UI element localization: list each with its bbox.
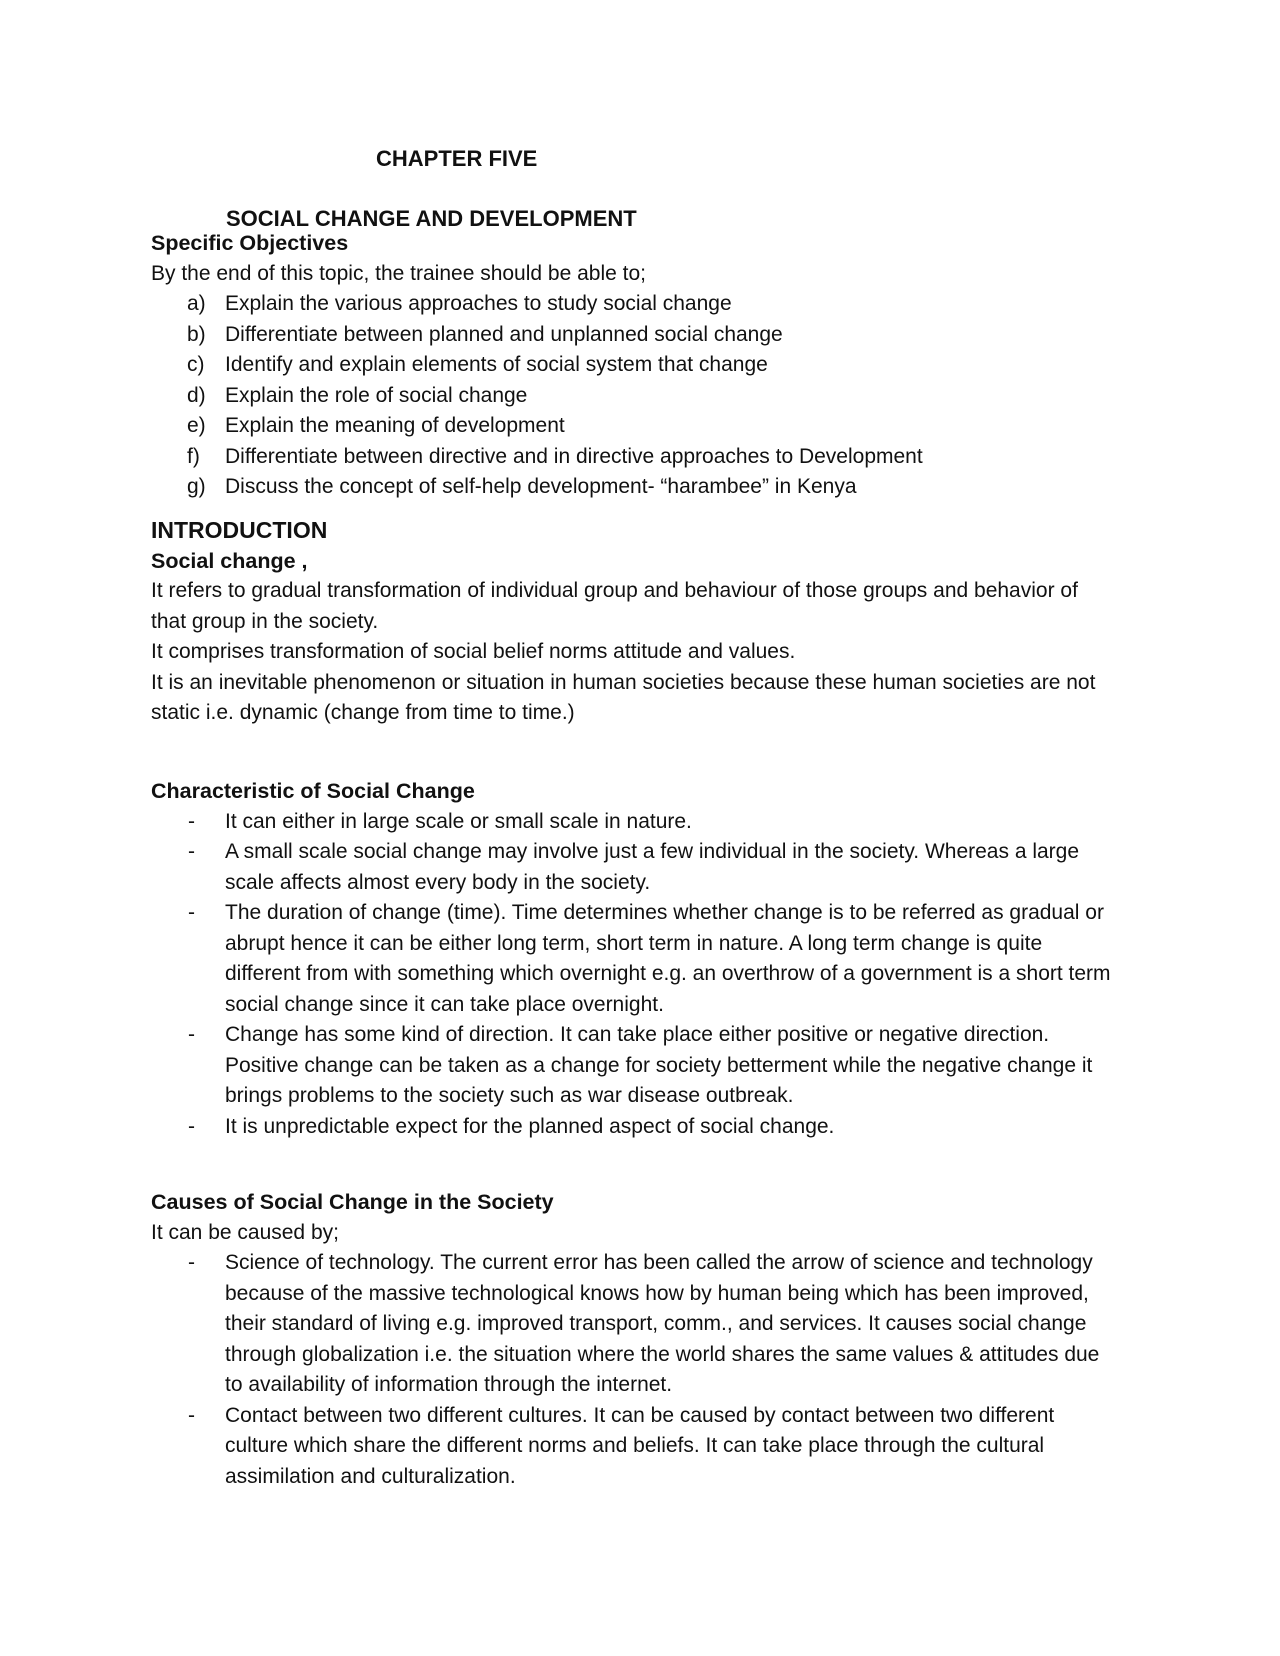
list-marker: c) [187, 353, 205, 376]
list-item-text: Science of technology. The current error has been called the arrow of science and technology because of the massive technological knows how by human being which has been improved, their standard of living e.g. improved transport, comm., and services. It causes social change through globalization i.e. the situation where the world shares the same values & attitudes due to availability of information through the internet. [225, 1251, 1100, 1396]
list-item [151, 289, 1131, 320]
list-item-text: Contact between two different cultures. It can be caused by contact between two different culture which share the different norms and beliefs. It can take place through the cultural assimilation and culturalization. [225, 1403, 1055, 1488]
introduction-heading: INTRODUCTION [151, 517, 328, 543]
list-marker: - [188, 1251, 195, 1274]
causes-section [151, 1187, 1111, 1492]
list-marker: - [188, 901, 195, 924]
introduction-subheading: Social change , [151, 548, 308, 573]
main-title: SOCIAL CHANGE AND DEVELOPMENT [226, 206, 637, 231]
list-item [151, 837, 1111, 898]
list-item [151, 320, 1131, 351]
characteristics-section [151, 776, 1111, 1142]
list-item-text: Explain the role of social change [225, 383, 528, 407]
objectives-intro: By the end of this topic, the trainee should be able to; [151, 261, 646, 285]
list-marker: a) [187, 292, 206, 315]
list-marker: f) [187, 444, 200, 468]
list-marker: - [188, 1023, 195, 1046]
list-item [151, 411, 1131, 442]
list-item-text: Identify and explain elements of social system that change [225, 353, 768, 376]
list-item-text: It can either in large scale or small scale in nature. [225, 809, 692, 833]
objectives-section [151, 228, 1131, 503]
characteristics-list [151, 807, 1111, 1143]
characteristics-heading: Characteristic of Social Change [151, 779, 475, 803]
list-item [151, 350, 1131, 381]
paragraph-line: It refers to gradual transformation of individual group and behaviour of those groups and behavior of [151, 579, 1078, 602]
objectives-list [151, 289, 1131, 503]
list-item [151, 807, 1111, 838]
list-item-text: Discuss the concept of self-help development- “harambee” in Kenya [225, 475, 857, 498]
causes-list [151, 1248, 1111, 1492]
causes-intro: It can be caused by; [151, 1220, 339, 1244]
list-marker: - [188, 1114, 195, 1138]
list-item-text: Change has some kind of direction. It can take place either positive or negative direction. Positive change can be taken as a change for society betterment while the negative change it brings problems to the society such as war disease outbreak. [225, 1023, 1093, 1107]
list-item [151, 1112, 1111, 1143]
list-item-text: Differentiate between directive and in directive approaches to Development [225, 444, 923, 468]
paragraph-line: that group in the society. [151, 609, 379, 633]
list-item-text: Differentiate between planned and unplanned social change [225, 322, 783, 346]
list-item-text: Explain the meaning of development [225, 414, 565, 437]
list-item [151, 898, 1111, 1020]
list-marker: - [188, 1403, 195, 1427]
list-item [151, 472, 1131, 503]
paragraph-line: It is an inevitable phenomenon or situation in human societies because these human societies are not [151, 670, 1096, 694]
list-item [151, 381, 1131, 412]
paragraph-line: static i.e. dynamic (change from time to time.) [151, 701, 575, 724]
list-item-text: The duration of change (time). Time determines whether change is to be referred as gradual or abrupt hence it can be either long term, short term in nature. A long term change is quite different from with something which overnight e.g. an overthrow of a government is a short term social change since it can take place overnight. [225, 901, 1111, 1016]
list-marker: g) [187, 475, 206, 498]
causes-heading: Causes of Social Change in the Society [151, 1190, 554, 1214]
objectives-heading: Specific Objectives [151, 231, 349, 255]
list-item [151, 1401, 1111, 1493]
list-item-text: A small scale social change may involve just a few individual in the society. Whereas a large scale affects almost every body in the society. [225, 840, 1080, 894]
list-item [151, 1020, 1111, 1112]
list-item-text: It is unpredictable expect for the planned aspect of social change. [225, 1114, 835, 1138]
chapter-title: CHAPTER FIVE [376, 146, 538, 171]
list-marker: b) [187, 322, 206, 346]
list-item [151, 442, 1131, 473]
list-marker: d) [187, 383, 206, 407]
paragraph-line: It comprises transformation of social belief norms attitude and values. [151, 640, 796, 663]
list-marker: e) [187, 414, 206, 437]
introduction-section [151, 515, 1131, 729]
list-marker: - [188, 840, 195, 863]
list-item [151, 1248, 1111, 1401]
list-item-text: Explain the various approaches to study social change [225, 292, 732, 315]
list-marker: - [188, 809, 195, 833]
